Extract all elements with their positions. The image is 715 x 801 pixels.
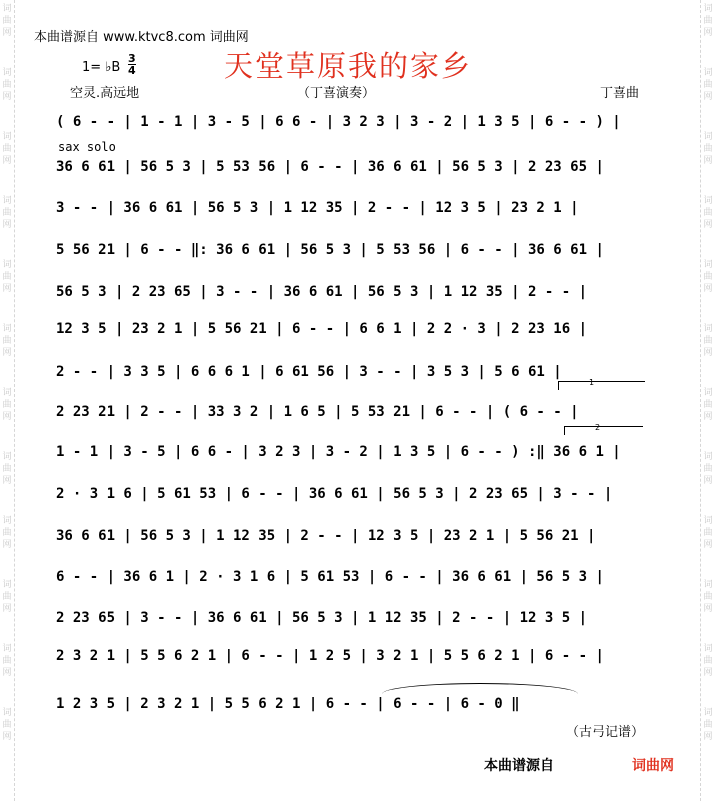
score-row: 2 23 65 | 3 - - | 36 6 61 | 56 5 3 | 1 12 35 | 2 - - | 12 3 5 | (56, 610, 588, 626)
watermark-glyph: 曲 (703, 528, 713, 538)
watermark-glyph: 曲 (703, 272, 713, 282)
watermark-glyph: 曲 (703, 656, 713, 666)
watermark-glyph: 网 (2, 604, 12, 614)
header-site-url: www.ktvc8.com (103, 30, 206, 45)
watermark-glyph: 网 (2, 156, 12, 166)
score-row: 12 3 5 | 23 2 1 | 5 56 21 | 6 - - | 6 6 1 | 2 2 · 3 | 2 23 16 | (56, 321, 588, 337)
score-row: 56 5 3 | 2 23 65 | 3 - - | 36 6 61 | 56 5 3 | 1 12 35 | 2 - - | (56, 284, 588, 300)
score-row: 36 6 61 | 56 5 3 | 5 53 56 | 6 - - | 36 6 61 | 56 5 3 | 2 23 65 | (56, 159, 604, 175)
volta-1-bracket (558, 378, 645, 390)
watermark-glyph: 网 (703, 220, 713, 230)
score-row: 3 - - | 36 6 61 | 56 5 3 | 1 12 35 | 2 - - | 12 3 5 | 23 2 1 | (56, 200, 579, 216)
watermark-glyph: 词 (703, 68, 713, 78)
watermark-glyph: 网 (703, 540, 713, 550)
volta-2-bracket (564, 423, 643, 435)
watermark-glyph: 词 (703, 196, 713, 206)
composer-credit: 丁喜曲 (600, 86, 640, 101)
header-site-name: 词曲网 (209, 30, 249, 45)
watermark-glyph: 词 (703, 644, 713, 654)
right-margin-strip (700, 0, 715, 801)
watermark-glyph: 曲 (703, 16, 713, 26)
watermark-glyph: 网 (2, 476, 12, 486)
watermark-glyph: 网 (2, 284, 12, 294)
watermark-glyph: 词 (703, 708, 713, 718)
watermark-glyph: 词 (703, 452, 713, 462)
watermark-glyph: 曲 (703, 592, 713, 602)
watermark-glyph: 词 (2, 452, 12, 462)
score-row: 2 - - | 3 3 5 | 6 6 6 1 | 6 61 56 | 3 - - | 3 5 3 | 5 6 61 | (56, 364, 562, 380)
score-row: 6 - - | 36 6 1 | 2 · 3 1 6 | 5 61 53 | 6 - - | 36 6 61 | 56 5 3 | (56, 569, 604, 585)
watermark-glyph: 网 (2, 412, 12, 422)
watermark-glyph: 曲 (703, 720, 713, 730)
volta-2-label: 2 (595, 423, 601, 432)
watermark-glyph: 词 (703, 580, 713, 590)
watermark-glyph: 词 (2, 324, 12, 334)
watermark-glyph: 词 (2, 708, 12, 718)
song-title: 天堂草原我的家乡 (224, 49, 473, 83)
watermark-glyph: 词 (703, 516, 713, 526)
watermark-glyph: 曲 (2, 208, 12, 218)
watermark-glyph: 曲 (2, 336, 12, 346)
score-row: 2 23 21 | 2 - - | 33 3 2 | 1 6 5 | 5 53 21 | 6 - - | ( 6 - - | (56, 404, 579, 420)
watermark-glyph: 曲 (2, 272, 12, 282)
footer-site-name: 词曲网 (632, 758, 674, 774)
watermark-glyph: 网 (2, 668, 12, 678)
watermark-glyph: 网 (703, 156, 713, 166)
watermark-glyph: 曲 (2, 464, 12, 474)
score-row: 2 · 3 1 6 | 5 61 53 | 6 - - | 36 6 61 | 56 5 3 | 2 23 65 | 3 - - | (56, 486, 613, 502)
watermark-glyph: 词 (2, 196, 12, 206)
watermark-glyph: 曲 (2, 592, 12, 602)
watermark-glyph: 词 (2, 260, 12, 270)
watermark-glyph: 曲 (2, 16, 12, 26)
watermark-glyph: 词 (2, 580, 12, 590)
volta-1-label: 1 (589, 378, 595, 387)
watermark-glyph: 曲 (703, 80, 713, 90)
watermark-glyph: 网 (2, 220, 12, 230)
watermark-glyph: 网 (2, 348, 12, 358)
watermark-glyph: 曲 (703, 464, 713, 474)
key-signature: 1= ♭B (82, 60, 121, 75)
watermark-glyph: 网 (703, 92, 713, 102)
transcriber-credit: （古弓记谱） (566, 725, 645, 740)
watermark-glyph: 词 (2, 516, 12, 526)
watermark-glyph: 词 (2, 68, 12, 78)
watermark-glyph: 网 (2, 540, 12, 550)
watermark-glyph: 网 (703, 348, 713, 358)
watermark-glyph: 曲 (2, 400, 12, 410)
tempo-expression: 空灵.高远地 (70, 86, 140, 101)
footer-source-label: 本曲谱源自 (484, 758, 554, 774)
watermark-glyph: 网 (703, 412, 713, 422)
instrument-label: sax solo (58, 140, 116, 154)
time-signature-numerator: 3 (128, 52, 136, 65)
header-source-label: 本曲谱源自 (34, 30, 100, 45)
watermark-glyph: 网 (703, 668, 713, 678)
score-row: 36 6 61 | 56 5 3 | 1 12 35 | 2 - - | 12 3 5 | 23 2 1 | 5 56 21 | (56, 528, 596, 544)
left-margin-strip (0, 0, 15, 801)
watermark-glyph: 曲 (703, 144, 713, 154)
watermark-glyph: 曲 (703, 336, 713, 346)
score-row: 1 - 1 | 3 - 5 | 6 6 - | 3 2 3 | 3 - 2 | 1 3 5 | 6 - - ) :‖ 36 6 1 | (56, 444, 621, 460)
time-signature (128, 53, 136, 76)
score-row: 5 56 21 | 6 - - ‖: 36 6 61 | 56 5 3 | 5 53 56 | 6 - - | 36 6 61 | (56, 242, 604, 258)
watermark-glyph: 网 (2, 92, 12, 102)
score-row: ( 6 - - | 1 - 1 | 3 - 5 | 6 6 - | 3 2 3 | 3 - 2 | 1 3 5 | 6 - - ) | (56, 114, 621, 130)
watermark-glyph: 网 (703, 732, 713, 742)
watermark-glyph: 词 (703, 324, 713, 334)
watermark-glyph: 曲 (2, 720, 12, 730)
watermark-glyph: 词 (703, 260, 713, 270)
watermark-glyph: 曲 (2, 656, 12, 666)
watermark-glyph: 曲 (703, 400, 713, 410)
time-signature-denominator: 4 (128, 64, 136, 77)
score-row: 2 3 2 1 | 5 5 6 2 1 | 6 - - | 1 2 5 | 3 2 1 | 5 5 6 2 1 | 6 - - | (56, 648, 604, 664)
score-row: 1 2 3 5 | 2 3 2 1 | 5 5 6 2 1 | 6 - - | 6 - - | 6 - 0 ‖ (56, 696, 520, 712)
watermark-glyph: 网 (703, 476, 713, 486)
watermark-glyph: 网 (2, 28, 12, 38)
watermark-glyph: 词 (2, 4, 12, 14)
watermark-glyph: 词 (703, 4, 713, 14)
watermark-glyph: 曲 (2, 528, 12, 538)
watermark-glyph: 词 (703, 388, 713, 398)
watermark-glyph: 词 (2, 132, 12, 142)
performer-credit: （丁喜演奏） (297, 86, 376, 101)
watermark-glyph: 网 (703, 604, 713, 614)
watermark-glyph: 网 (703, 28, 713, 38)
tie-slur (382, 683, 578, 694)
watermark-glyph: 网 (703, 284, 713, 294)
watermark-glyph: 词 (2, 388, 12, 398)
watermark-glyph: 曲 (703, 208, 713, 218)
watermark-glyph: 网 (2, 732, 12, 742)
watermark-glyph: 曲 (2, 144, 12, 154)
watermark-glyph: 词 (2, 644, 12, 654)
watermark-glyph: 曲 (2, 80, 12, 90)
watermark-glyph: 词 (703, 132, 713, 142)
header-source-line (34, 26, 249, 45)
